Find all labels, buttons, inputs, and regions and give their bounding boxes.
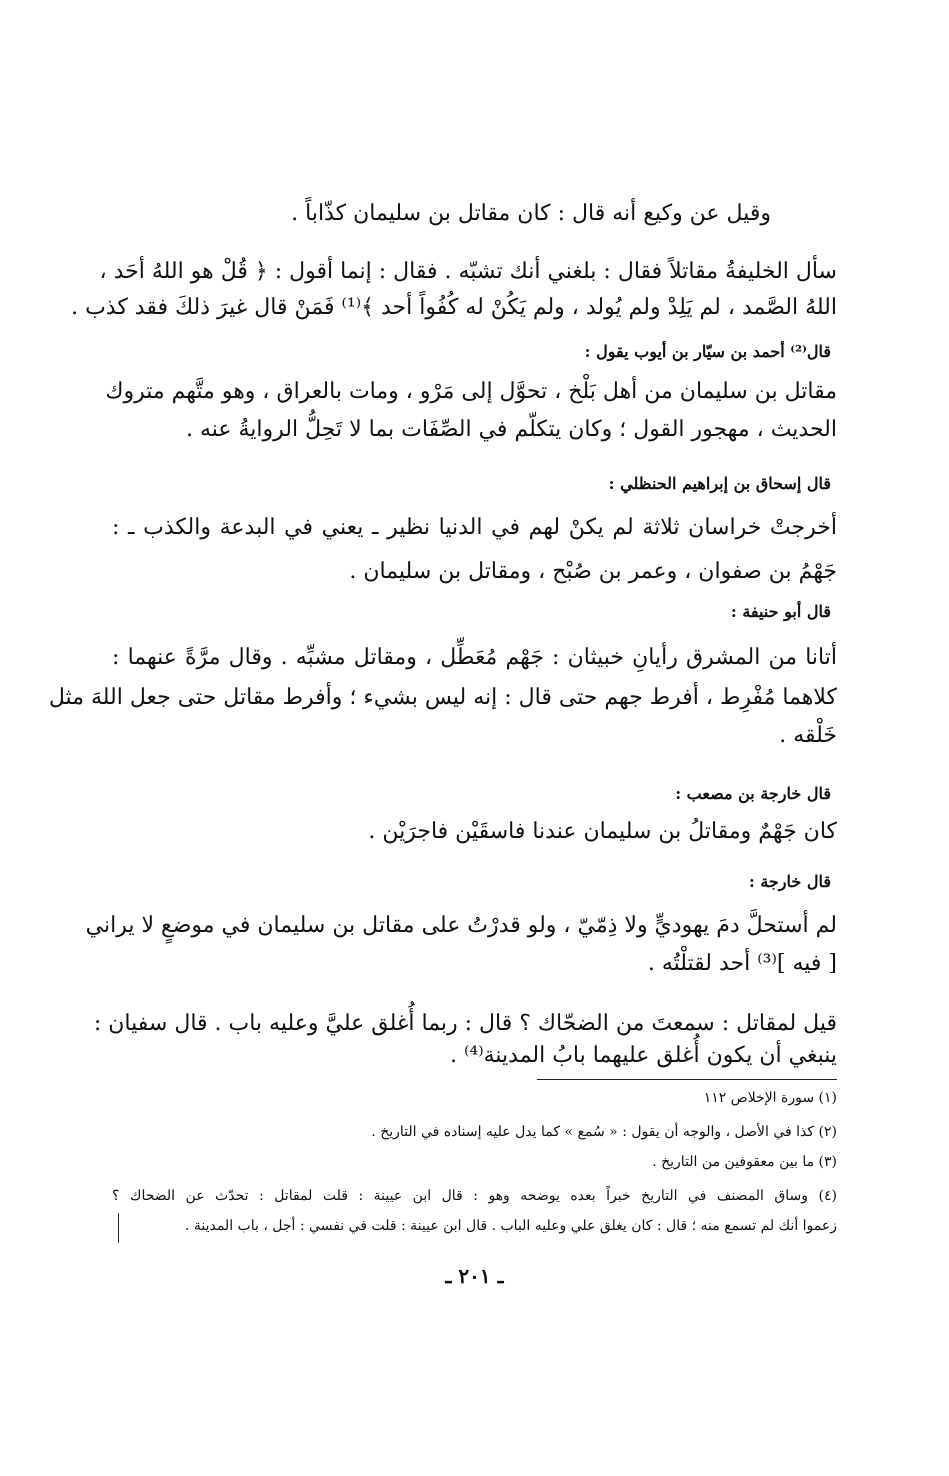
footnote-2: (٢) كذا في الأصل ، والوجه أن يقول : « سُمع » كما يدل عليه إسناده في التاريخ .	[371, 1124, 837, 1140]
paragraph-ahmad-line-1: مقاتل بن سليمان من أهل بَلْخ ، تحوَّل إلى مَرْو ، ومات بالعراق ، وهو متَّهم متروك	[105, 379, 837, 404]
footnote-1: (١) سورة الإخلاص ١١٢	[703, 1090, 837, 1106]
heading-ahmad: قال⁽²⁾ أحمد بن سيّار بن أيوب يقول :	[584, 342, 831, 361]
heading-kharija-1: قال خارجة بن مصعب :	[675, 784, 831, 803]
footnote-4-line-1: (٤) وساق المصنف في التاريخ خبراً بعده يوضحه وهو : قال ابن عيينة : قلت لمقاتل : تحدّث عن الضحاك ؟	[112, 1188, 837, 1204]
paragraph-dahhak-line-2: ينبغي أن يكون أُغلق عليهما بابُ المدينة⁽⁴⁾ .	[449, 1043, 837, 1068]
heading-ishaq: قال إسحاق بن إبراهيم الحنظلي :	[608, 474, 831, 493]
footnote-3: (٣) ما بين معقوفين من التاريخ .	[652, 1154, 837, 1170]
paragraph-khalifa-line-2: اللهُ الصَّمد ، لم يَلِدْ ولم يُولد ، ولم يَكُنْ له كُفُواً أحد ﴾⁽¹⁾ فَمَنْ قال غيرَ ذلكَ فقد كذب .	[71, 295, 837, 320]
paragraph-khalifa-line-1: سأل الخليفةُ مقاتلاً فقال : بلغني أنك تشبّه . فقال : إنما أقول : ﴿ قُلْ هو اللهُ أحَد ،	[99, 259, 837, 284]
paragraph-abu-hanifa-line-3: خَلْقه .	[779, 723, 837, 748]
heading-abu-hanifa: قال أبو حنيفة :	[730, 602, 831, 621]
paragraph-kharija-1: كان جَهْمٌ ومقاتلُ بن سليمان عندنا فاسقَيْن فاجرَيْن .	[368, 819, 837, 844]
paragraph-waki: وقيل عن وكيع أنه قال : كان مقاتل بن سليمان كذّاباً .	[291, 201, 771, 226]
footnote-separator	[537, 1079, 837, 1080]
paragraph-ishaq-line-1: أخرجتْ خراسان ثلاثة لم يكنْ لهم في الدنيا نظير ـ يعني في البدعة والكذب ـ :	[112, 515, 837, 540]
paragraph-abu-hanifa-line-1: أتانا من المشرق رأيانِ خبيثان : جَهْم مُعَطِّل ، ومقاتل مشبِّه . وقال مرَّةً عنهما :	[112, 645, 837, 670]
paragraph-ishaq-line-2: جَهْمُ بن صفوان ، وعمر بن صُبْح ، ومقاتل بن سليمان .	[349, 559, 837, 584]
paragraph-abu-hanifa-line-2: كلاهما مُفْرِط ، أفرط جهم حتى قال : إنه ليس بشيء ؛ وأفرط مقاتل حتى جعل اللهَ مثل	[48, 685, 837, 710]
heading-kharija-2: قال خارجة :	[748, 872, 831, 891]
paragraph-kharija-2-line-1: لم أستحلَّ دمَ يهوديٍّ ولا ذِمّيّ ، ولو قدرْتُ على مقاتل بن سليمان في موضعٍ لا يراني	[85, 913, 837, 938]
margin-mark	[118, 1213, 119, 1243]
paragraph-dahhak-line-1: قيل لمقاتل : سمعتَ من الضحّاك ؟ قال : ربما أُغلق عليَّ وعليه باب . قال سفيان :	[93, 1011, 837, 1036]
footnote-4-line-2: زعموا أنك لم تسمع منه ؛ قال : كان يغلق علي وعليه الباب . قال ابن عيينة : قلت في نفسي : أجل ، باب المدينة .	[184, 1218, 837, 1234]
paragraph-ahmad-line-2: الحديث ، مهجور القول ؛ وكان يتكلّم في الصِّفَات بما لا تَحِلُّ الروايةُ عنه .	[185, 417, 837, 442]
page-number: ـ ٢٠١ ـ	[445, 1264, 504, 1288]
paragraph-kharija-2-line-2: [ فيه ]⁽³⁾ أحد لقتلْتُه .	[647, 951, 837, 976]
